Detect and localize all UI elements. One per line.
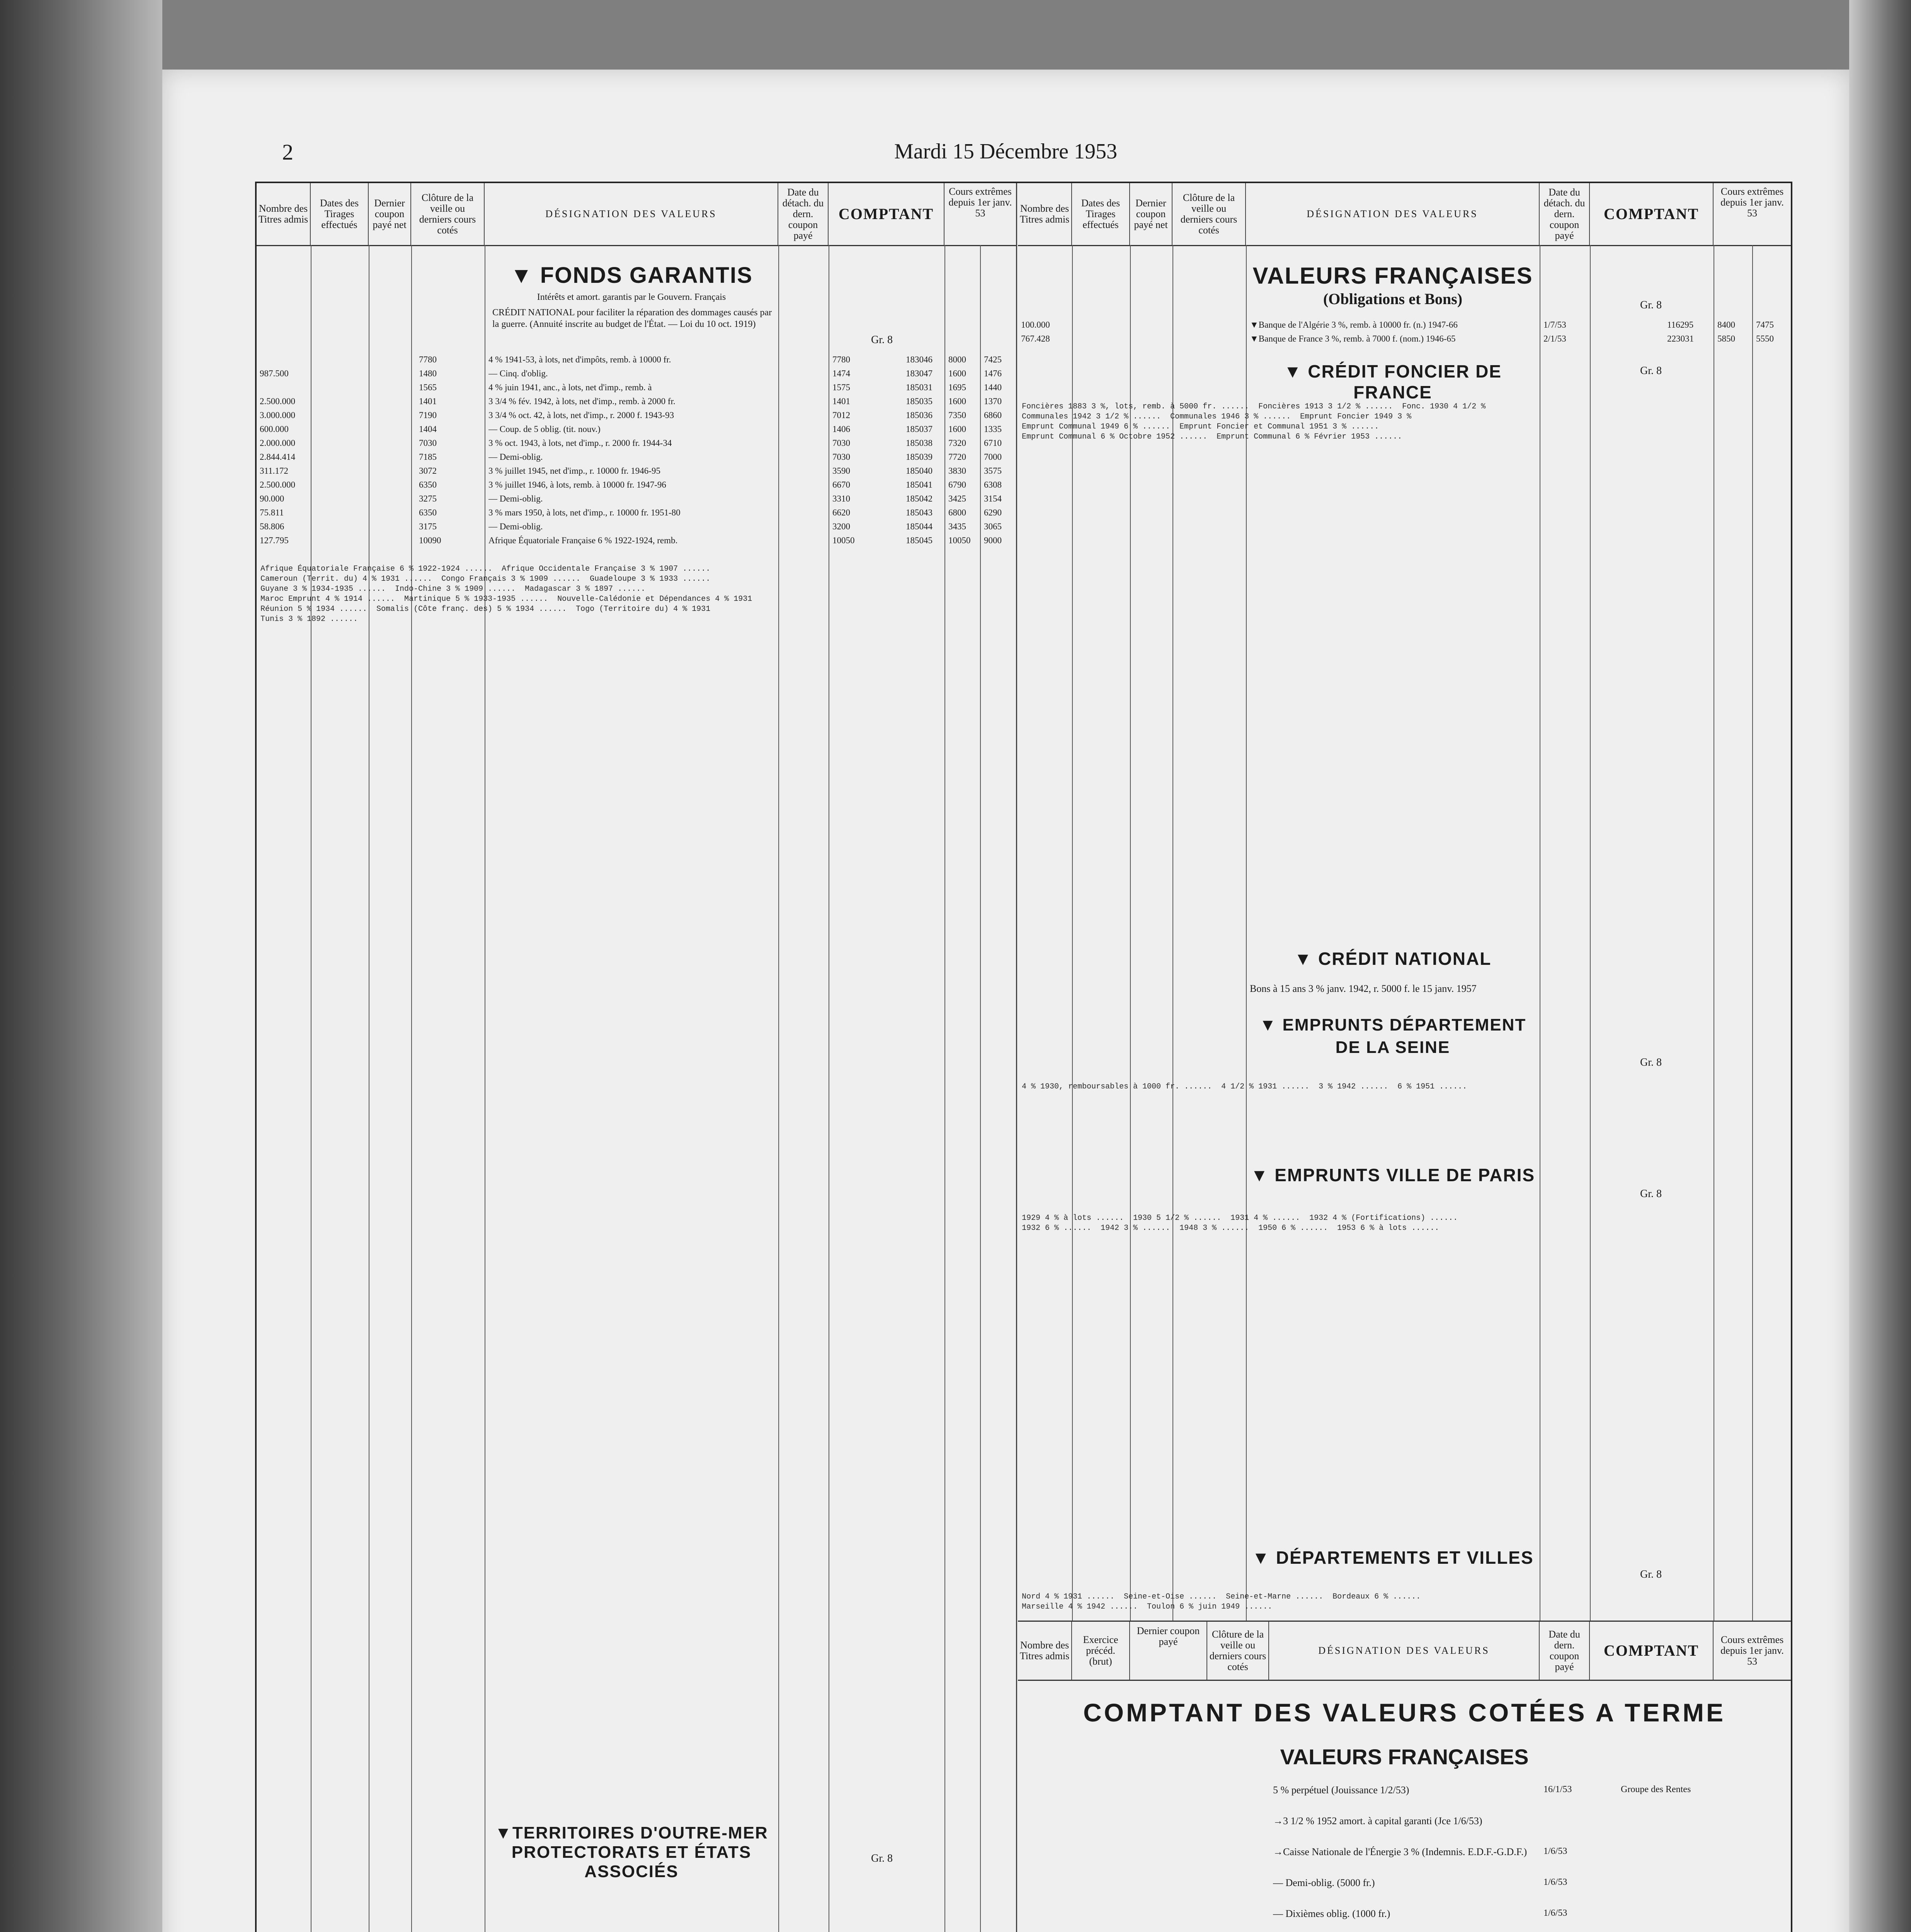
row-plus-bas: 7000 <box>984 452 1002 462</box>
row-nombre: 2.500.000 <box>260 480 295 490</box>
row-date: 2/1/53 <box>1543 334 1566 344</box>
row-plus-bas: 1370 <box>984 396 1002 406</box>
row-designation: — Demi-oblig. (5000 fr.) <box>1273 1877 1375 1888</box>
section-title-credit-national: ▼ CRÉDIT NATIONAL <box>1294 949 1492 969</box>
fonds-garantis-rows <box>257 353 1016 548</box>
credit-national-note: CRÉDIT NATIONAL pour faciliter la réparation des dommages causés par la guerre. (Annuité inscrite au budget de l'État. — Loi du 10 oct. 1919) <box>492 308 772 329</box>
row-nombre: 58.806 <box>260 522 284 531</box>
terme-subtitle: VALEURS FRANÇAISES <box>1280 1745 1529 1769</box>
section-title-territoires: ▼TERRITOIRES D'OUTRE-MER PROTECTORATS ET ÉTATS ASSOCIÉS <box>495 1823 768 1881</box>
header-designation: DÉSIGNATION DES VALEURS <box>1246 183 1540 245</box>
row-cloture: 3275 <box>419 494 437 503</box>
terme-rows <box>1018 1783 1791 1932</box>
row-comptant: 1575 <box>832 383 850 392</box>
section-subtitle: Intérêts et amort. garantis par le Gouvern. Français <box>537 292 726 302</box>
departements-listing: Nord 4 % 1931 ...... Seine-et-Oise ...... Seine-et-Marne ...... Bordeaux 6 % ...... Marseille 4 % 1942 ...... Toulon 6 % juin 1949 ...... <box>1022 1592 1421 1611</box>
table-row <box>1018 1783 1791 1814</box>
table-row <box>1018 332 1791 346</box>
cours-extremes-label: Cours extrêmes depuis 1er janv. 53 <box>948 186 1012 219</box>
group-label: Gr. 8 <box>871 334 893 346</box>
row-plus-bas: 6308 <box>984 480 1002 490</box>
table-row <box>1018 1814 1791 1845</box>
row-comptant: 7030 <box>832 452 850 462</box>
section-title-fonds-garantis: ▼ FONDS GARANTIS <box>510 263 753 288</box>
row-designation: 3 % juillet 1946, à lots, remb. à 10000 fr. 1947-96 <box>488 480 666 490</box>
row-code: 183047 <box>906 369 933 378</box>
table-row <box>257 520 1016 534</box>
header-comptant: COMPTANT <box>1590 183 1714 245</box>
row-designation: 3 3/4 % fév. 1942, à lots, net d'imp., remb. à 2000 fr. <box>488 396 676 406</box>
row-plus-haut: 3425 <box>948 494 966 503</box>
table-row <box>257 395 1016 409</box>
row-date: 1/6/53 <box>1543 1908 1567 1918</box>
left-table-header <box>257 183 1016 246</box>
group-label: Gr. 8 <box>1640 365 1662 377</box>
row-code: 185035 <box>906 396 933 406</box>
row-comptant: 1406 <box>832 424 850 434</box>
row-nombre: 3.000.000 <box>260 410 295 420</box>
row-designation: →3 1/2 % 1952 amort. à capital garanti (Jce 1/6/53) <box>1273 1815 1482 1827</box>
row-nombre: 987.500 <box>260 369 289 378</box>
row-code: 185043 <box>906 508 933 517</box>
credit-foncier-listing: Foncières 1883 3 %, lots, remb. à 5000 fr. ...... Foncières 1913 3 1/2 % ...... Fonc. 1930 4 1/2 % Communales 1942 3 1/2 % ...... Communales 1946 3 % ...... Emprunt Foncier 1949 3 % Emprunt Communal 1949 6 % ...... Emprunt Foncier et Communal 1951 3 % ...... Emprunt Communal 6 % Octobre 1952 ...... Emprunt Communal 6 % Février 1953 ...... <box>1022 402 1486 441</box>
row-code: 185040 <box>906 466 933 476</box>
row-group: Groupe des Rentes <box>1621 1784 1691 1794</box>
row-cloture: 1401 <box>419 396 437 406</box>
section-subtitle: (Obligations et Bons) <box>1323 290 1463 308</box>
row-cloture: 6350 <box>419 480 437 490</box>
row-comptant: 1401 <box>832 396 850 406</box>
newspaper-page <box>162 70 1849 1932</box>
row-plus-bas: 1335 <box>984 424 1002 434</box>
table-row <box>1018 1845 1791 1876</box>
row-comptant: 6620 <box>832 508 850 517</box>
row-plus-bas: 3575 <box>984 466 1002 476</box>
row-plus-bas: 1476 <box>984 369 1002 378</box>
row-plus-bas: 6710 <box>984 438 1002 448</box>
row-cloture: 1480 <box>419 369 437 378</box>
row-cloture: 3072 <box>419 466 437 476</box>
row-code: 185042 <box>906 494 933 503</box>
row-plus-haut: 8000 <box>948 355 966 364</box>
section-title-emprunts-seine: ▼ EMPRUNTS DÉPARTEMENT DE LA SEINE <box>1259 1015 1526 1057</box>
group-label: Gr. 8 <box>871 1852 893 1864</box>
header-date-detach: Date du détach. du dern. coupon payé <box>778 183 829 245</box>
header-dates: Dates des Tirages effectués <box>1072 183 1130 245</box>
table-row <box>257 506 1016 520</box>
header-date-detach: Date du détach. du dern. coupon payé <box>1540 183 1590 245</box>
row-nombre: 90.000 <box>260 494 284 503</box>
row-code: 116295 <box>1667 320 1694 330</box>
terme-header-cloture: Clôture de la veille ou derniers cours cotés <box>1207 1622 1269 1680</box>
row-comptant: 3590 <box>832 466 850 476</box>
row-plus-bas: 5550 <box>1756 334 1774 344</box>
row-designation: 4 % 1941-53, à lots, net d'impôts, remb. à 10000 fr. <box>488 355 671 364</box>
row-designation: 3 % mars 1950, à lots, net d'imp., r. 10000 fr. 1951-80 <box>488 508 681 517</box>
row-designation: →Caisse Nationale de l'Énergie 3 % (Indemnis. E.D.F.-G.D.F.) <box>1273 1846 1527 1857</box>
price-listing-body: Afrique Équatoriale Française 6 % 1922-1924 ...... Afrique Occidentale Française 3 % 1907 ...... Cameroun (Territ. du) 4 % 1931 ...... Congo Français 3 % 1909 ...... Guadeloupe 3 % 1933 ...... Guyane 3 % 1934-1935 ...... Indo-Chine 3 % 1909 ...... Madagascar 3 % 1897 ...... Maroc Emprunt 4 % 1914 ...... Martinique 5 % 1933-1935 ...... Nouvelle-Calédonie et Dépendances 4 % 1931 Réunion 5 % 1934 ...... Somalis (Côte franç. des) 5 % 1934 ...... Togo (Territoire du) 4 % 1931 Tunis 3 % 1892 ...... <box>260 565 752 624</box>
row-designation: 3 % oct. 1943, à lots, net d'imp., r. 2000 fr. 1944-34 <box>488 438 672 448</box>
row-comptant: 10050 <box>832 536 855 545</box>
header-dates: Dates des Tirages effectués <box>311 183 369 245</box>
row-cloture: 7190 <box>419 410 437 420</box>
row-code: 185037 <box>906 424 933 434</box>
row-nombre: 100.000 <box>1021 320 1050 330</box>
table-row <box>1018 1876 1791 1906</box>
row-designation: Afrique Équatoriale Française 6 % 1922-1924, remb. <box>488 536 678 545</box>
terme-header-date: Date du dern. coupon payé <box>1540 1622 1590 1680</box>
terme-header-dernier: Dernier coupon payé <box>1130 1622 1207 1680</box>
table-row <box>257 464 1016 478</box>
row-designation: 4 % juin 1941, anc., à lots, net d'imp., remb. à <box>488 383 652 392</box>
row-nombre: 311.172 <box>260 466 288 476</box>
row-code: 185045 <box>906 536 933 545</box>
cours-extremes-label: Cours extrêmes depuis 1er janv. 53 <box>1720 186 1784 219</box>
row-cloture: 7780 <box>419 355 437 364</box>
book-edge-shadow <box>1849 0 1911 1932</box>
header-cours-extremes <box>944 183 1016 245</box>
row-plus-haut: 1600 <box>948 424 966 434</box>
row-plus-bas: 1440 <box>984 383 1002 392</box>
section-title-credit-foncier: ▼ CRÉDIT FONCIER DE FRANCE <box>1284 361 1502 402</box>
header-dernier: Dernier coupon payé net <box>1130 183 1172 245</box>
row-plus-haut: 1600 <box>948 396 966 406</box>
row-designation: ▼Banque de l'Algérie 3 %, remb. à 10000 fr. (n.) 1947-66 <box>1250 320 1458 330</box>
row-nombre: 600.000 <box>260 424 289 434</box>
terme-header-designation: DÉSIGNATION DES VALEURS <box>1269 1622 1540 1680</box>
table-row <box>257 451 1016 464</box>
row-nombre: 75.811 <box>260 508 284 517</box>
row-cloture: 10090 <box>419 536 441 545</box>
seine-listing: 4 % 1930, remboursables à 1000 fr. ...... 4 1/2 % 1931 ...... 3 % 1942 ...... 6 % 1951 ...... <box>1022 1082 1467 1091</box>
row-plus-bas: 6860 <box>984 410 1002 420</box>
row-plus-haut: 7720 <box>948 452 966 462</box>
row-code: 185036 <box>906 410 933 420</box>
row-nombre: 2.000.000 <box>260 438 295 448</box>
row-cloture: 6350 <box>419 508 437 517</box>
row-plus-bas: 6290 <box>984 508 1002 517</box>
row-code: 185031 <box>906 383 933 392</box>
table-row <box>257 353 1016 367</box>
valeurs-francaises-rows <box>1018 318 1791 346</box>
section-title-valeurs-francaises: VALEURS FRANÇAISES <box>1252 263 1533 289</box>
row-cloture: 3175 <box>419 522 437 531</box>
terme-title: COMPTANT DES VALEURS COTÉES A TERME <box>1083 1698 1726 1727</box>
row-code: 183046 <box>906 355 933 364</box>
header-comptant: COMPTANT <box>829 183 944 245</box>
row-designation: — Dixièmes oblig. (1000 fr.) <box>1273 1908 1390 1919</box>
table-row <box>1018 318 1791 332</box>
left-column <box>257 183 1017 1932</box>
row-designation: ▼Banque de France 3 %, remb. à 7000 f. (nom.) 1946-65 <box>1250 334 1456 344</box>
terme-header-nombre: Nombre des Titres admis <box>1018 1622 1072 1680</box>
table-row <box>257 437 1016 451</box>
row-designation: 3 % juillet 1945, net d'imp., r. 10000 fr. 1946-95 <box>488 466 660 476</box>
row-date: 16/1/53 <box>1543 1784 1572 1794</box>
group-label: Gr. 8 <box>1640 1568 1662 1580</box>
group-label: Gr. 8 <box>1640 299 1662 311</box>
row-cloture: 7030 <box>419 438 437 448</box>
row-cloture: 1565 <box>419 383 437 392</box>
header-cours-extremes <box>1714 183 1791 245</box>
header-nombre: Nombre des Titres admis <box>1018 183 1072 245</box>
row-plus-haut: 7320 <box>948 438 966 448</box>
group-label: Gr. 8 <box>1640 1188 1662 1200</box>
table-row <box>257 423 1016 437</box>
row-cloture: 7185 <box>419 452 437 462</box>
credit-national-row: Bons à 15 ans 3 % janv. 1942, r. 5000 f. le 15 janv. 1957 <box>1250 983 1477 994</box>
row-plus-haut: 8400 <box>1717 320 1735 330</box>
header-cloture: Clôture de la veille ou derniers cours cotés <box>1172 183 1246 245</box>
row-designation: — Demi-oblig. <box>488 452 543 462</box>
row-code: 185044 <box>906 522 933 531</box>
table-row <box>1018 1906 1791 1932</box>
row-comptant: 7780 <box>832 355 850 364</box>
row-plus-haut: 1695 <box>948 383 966 392</box>
row-plus-haut: 3435 <box>948 522 966 531</box>
row-comptant: 6670 <box>832 480 850 490</box>
header-nombre: Nombre des Titres admis <box>257 183 311 245</box>
table-row <box>257 492 1016 506</box>
row-cloture: 1404 <box>419 424 437 434</box>
page-header <box>162 139 1849 174</box>
right-table-header <box>1018 183 1791 246</box>
book-spine-shadow <box>0 0 162 1932</box>
row-plus-haut: 3830 <box>948 466 966 476</box>
row-code: 185039 <box>906 452 933 462</box>
row-comptant: 1474 <box>832 369 850 378</box>
row-designation: — Demi-oblig. <box>488 522 543 531</box>
terme-header-exercice: Exercice précéd. (brut) <box>1072 1622 1130 1680</box>
row-nombre: 2.844.414 <box>260 452 295 462</box>
row-plus-bas: 7425 <box>984 355 1002 364</box>
page-date: Mardi 15 Décembre 1953 <box>894 139 1117 163</box>
row-date: 1/6/53 <box>1543 1846 1567 1856</box>
quotation-table <box>255 182 1792 1932</box>
row-nombre: 2.500.000 <box>260 396 295 406</box>
row-plus-bas: 9000 <box>984 536 1002 545</box>
row-comptant: 7012 <box>832 410 850 420</box>
table-row <box>257 409 1016 423</box>
table-row <box>257 381 1016 395</box>
row-designation: 3 3/4 % oct. 42, à lots, net d'imp., r. 2000 f. 1943-93 <box>488 410 674 420</box>
row-plus-haut: 6800 <box>948 508 966 517</box>
row-plus-haut: 6790 <box>948 480 966 490</box>
row-designation: — Demi-oblig. <box>488 494 543 503</box>
row-date: 1/6/53 <box>1543 1877 1567 1887</box>
row-designation: — Cinq. d'oblig. <box>488 369 548 378</box>
row-nombre: 127.795 <box>260 536 289 545</box>
row-plus-haut: 7350 <box>948 410 966 420</box>
row-comptant: 3310 <box>832 494 850 503</box>
terme-header-cours: Cours extrêmes depuis 1er janv. 53 <box>1720 1634 1784 1667</box>
table-row <box>257 478 1016 492</box>
row-code: 185041 <box>906 480 933 490</box>
row-plus-bas: 3154 <box>984 494 1002 503</box>
table-row <box>257 367 1016 381</box>
header-designation: DÉSIGNATION DES VALEURS <box>485 183 778 245</box>
header-dernier: Dernier coupon payé net <box>369 183 411 245</box>
group-label: Gr. 8 <box>1640 1056 1662 1068</box>
paris-listing: 1929 4 % à lots ...... 1930 5 1/2 % ...... 1931 4 % ...... 1932 4 % (Fortifications) ...... 1932 6 % ...... 1942 3 % ...... 1948 3 % ...... 1950 6 % ...... 1953 6 % à lots ...... <box>1022 1214 1458 1233</box>
section-title-emprunts-paris: ▼ EMPRUNTS VILLE DE PARIS <box>1250 1165 1535 1185</box>
row-plus-haut: 1600 <box>948 369 966 378</box>
row-plus-haut: 5850 <box>1717 334 1735 344</box>
row-designation: — Coup. de 5 oblig. (tit. nouv.) <box>488 424 601 434</box>
terme-table-header <box>1018 1621 1791 1681</box>
row-date: 1/7/53 <box>1543 320 1566 330</box>
row-nombre: 767.428 <box>1021 334 1050 344</box>
page-number: 2 <box>282 139 293 165</box>
row-comptant: 3200 <box>832 522 850 531</box>
row-plus-bas: 7475 <box>1756 320 1774 330</box>
right-column <box>1018 183 1791 1932</box>
row-code: 223031 <box>1667 334 1694 344</box>
section-title-departements: ▼ DÉPARTEMENTS ET VILLES <box>1252 1548 1534 1568</box>
row-plus-haut: 10050 <box>948 536 971 545</box>
row-plus-bas: 3065 <box>984 522 1002 531</box>
table-row <box>257 534 1016 548</box>
terme-header-comptant: COMPTANT <box>1590 1622 1714 1680</box>
row-comptant: 7030 <box>832 438 850 448</box>
row-code: 185038 <box>906 438 933 448</box>
header-cloture: Clôture de la veille ou derniers cours cotés <box>411 183 485 245</box>
row-designation: 5 % perpétuel (Jouissance 1/2/53) <box>1273 1784 1409 1796</box>
